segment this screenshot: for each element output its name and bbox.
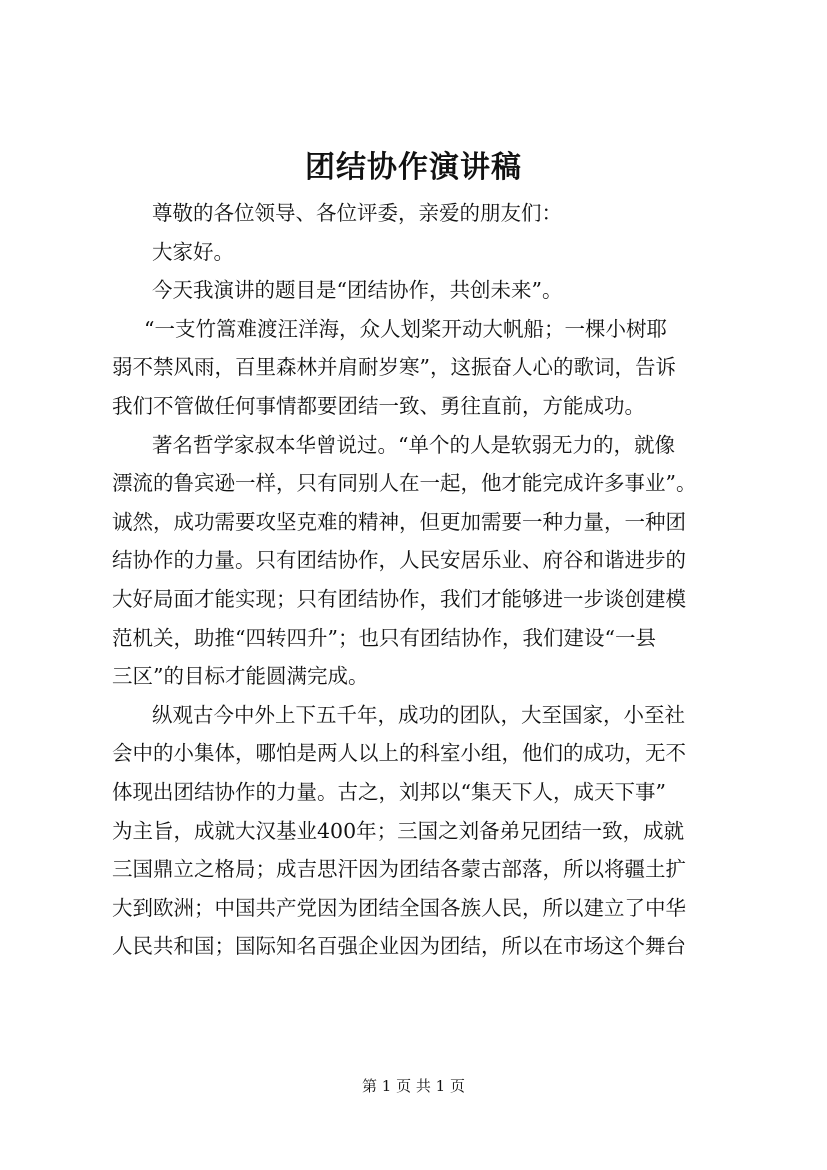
- text-line: 纵观古今中外上下五千年，成功的团队，大至国家，小至社: [152, 702, 685, 727]
- text-line: 为主旨，成就大汉基业400年；三国之刘备弟兄团结一致，成就: [112, 818, 685, 843]
- text-line: 体现出团结协作的力量。古之，刘邦以“集天下人，成天下事”: [112, 779, 666, 804]
- text-line: 大好局面才能实现；只有团结协作，我们才能够进一步谈创建模: [112, 586, 686, 611]
- text-line: 三区”的目标才能圆满完成。: [112, 664, 369, 689]
- text-line: 人民共和国；国际知名百强企业因为团结，所以在市场这个舞台: [112, 934, 686, 959]
- text-line: 我们不管做任何事情都要团结一致、勇往直前，方能成功。: [112, 393, 645, 418]
- text-line: 著名哲学家叔本华曾说过。“单个的人是软弱无力的，就像: [152, 432, 675, 457]
- document-title: 团结协作演讲稿: [305, 150, 522, 185]
- text-line: 会中的小集体，哪怕是两人以上的科室小组，他们的成功，无不: [112, 741, 686, 766]
- text-line: 结协作的力量。只有团结协作，人民安居乐业、府谷和谐进步的: [112, 548, 686, 573]
- text-line: 范机关，助推“四转四升”；也只有团结协作，我们建设“一县: [112, 625, 656, 650]
- text-line-topic: 今天我演讲的题目是“团结协作，共创未来”。: [152, 278, 563, 303]
- document-body: [112, 194, 736, 966]
- text-line-salutation: 尊敬的各位领导、各位评委，亲爱的朋友们：: [152, 201, 562, 225]
- text-line: 弱不禁风雨，百里森林并肩耐岁寒”，这振奋人心的歌词，告诉: [112, 355, 676, 380]
- text-line: 大到欧洲；中国共产党因为团结全国各族人民，所以建立了中华: [112, 895, 686, 920]
- text-line: “一支竹篙难渡汪洋海，众人划桨开动大帆船；一棵小树耶: [144, 316, 667, 341]
- text-line: 三国鼎立之格局；成吉思汗因为团结各蒙古部落，所以将疆土扩: [112, 857, 686, 882]
- page-number-footer: 第 1 页 共 1 页: [362, 1077, 465, 1095]
- text-line: 漂流的鲁宾逊一样，只有同别人在一起，他才能完成许多事业”。: [112, 471, 697, 496]
- text-line-greeting: 大家好。: [152, 239, 234, 264]
- text-line: 诚然，成功需要攻坚克难的精神，但更加需要一种力量，一种团: [112, 509, 686, 534]
